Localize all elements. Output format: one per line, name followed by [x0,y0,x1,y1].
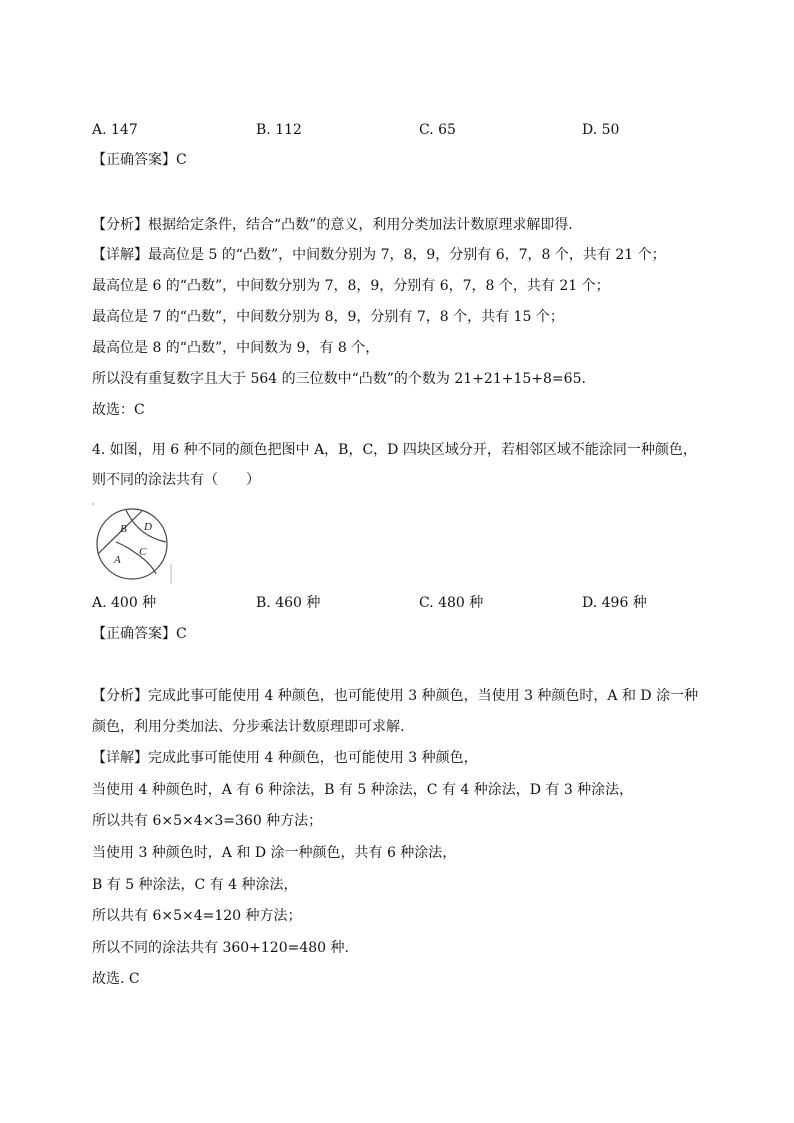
q3-detail-line-2: 最高位是 6 的“凸数”，中间数分别为 7，8，9，分别有 6，7，8 个，共有 21 个； [92,278,610,294]
q4-detail-line-3: 所以共有 6×5×4×3=360 种方法； [92,813,323,829]
q4-option-a: A. 400 种 [92,595,157,611]
q3-detail-line-5: 所以没有重复数字且大于 564 的三位数中“凸数”的个数为 21+21+15+8=65. [92,371,586,387]
label-b: B [120,523,127,535]
q4-analysis-line-1: 【分析】完成此事可能使用 4 种颜色，也可能使用 3 种颜色，当使用 3 种颜色时，A 和 D 涂一种 [92,688,699,704]
q4-option-d: D. 496 种 [582,595,647,611]
q3-option-b: B. 112 [256,122,302,138]
diagram-arc-4 [116,542,134,552]
q4-option-c: C. 480 种 [419,595,484,611]
q4-detail-line-1: 【详解】完成此事可能使用 4 种颜色，也可能使用 3 种颜色， [92,750,478,766]
q4-detail-line-5: B 有 5 种涂法，C 有 4 种涂法， [92,877,298,893]
q4-detail-line-6: 所以共有 6×5×4=120 种方法； [92,908,302,924]
q4-answer: 【正确答案】C [92,626,187,642]
q3-detail-line-1: 【详解】最高位是 5 的“凸数”，中间数分别为 7，8，9，分别有 6，7，8 个，共有 21 个； [92,247,666,263]
q4-detail-line-2: 当使用 4 种颜色时，A 有 6 种涂法，B 有 5 种涂法，C 有 4 种涂法，D 有 3 种涂法， [92,782,634,798]
q3-option-d: D. 50 [582,122,620,138]
q4-detail-line-7: 所以不同的涂法共有 360+120=480 种. [92,940,349,956]
q3-detail-line-4: 最高位是 8 的“凸数”，中间数为 9，有 8 个， [92,340,380,356]
q3-analysis: 【分析】根据给定条件，结合“凸数”的意义，利用分类加法计数原理求解即得. [92,217,573,233]
q4-conclusion: 故选. C [92,971,140,987]
q4-stem-line-1: 4. 如图，用 6 种不同的颜色把图中 A，B，C，D 四块区域分开，若相邻区域不能涂同一种颜色， [92,442,697,458]
label-a: A [114,554,121,566]
q3-option-c: C. 65 [419,122,456,138]
region-diagram [90,502,176,586]
label-d: D [144,521,152,533]
q3-option-a: A. 147 [92,122,138,138]
q4-option-b: B. 460 种 [256,595,321,611]
q4-analysis-line-2: 颜色，利用分类加法、分步乘法计数原理即可求解. [92,719,405,735]
q3-answer: 【正确答案】C [92,152,187,168]
q3-conclusion: 故选：C [92,402,145,418]
q4-detail-line-4: 当使用 3 种颜色时，A 和 D 涂一种颜色，共有 6 种涂法， [92,845,457,861]
label-c: C [139,546,147,558]
q4-stem-line-2: 则不同的涂法共有（ ） [92,472,260,488]
q3-detail-line-3: 最高位是 7 的“凸数”，中间数分别为 8，9，分别有 7，8 个，共有 15 个； [92,309,564,325]
